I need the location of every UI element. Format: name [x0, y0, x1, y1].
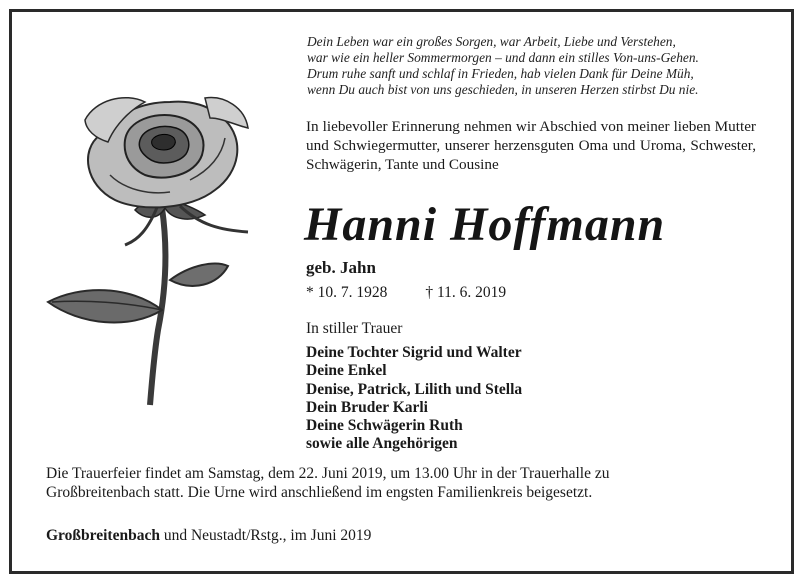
- mourner: Deine Tochter Sigrid und Walter: [306, 344, 522, 361]
- born-name: geb. Jahn: [306, 258, 376, 277]
- mourner: Dein Bruder Karli: [306, 398, 428, 416]
- birth-date: * 10. 7. 1928: [306, 284, 388, 301]
- poem-line: wenn Du auch bist von uns geschieden, in unseren Herzen stirbst Du nie.: [307, 82, 699, 97]
- funeral-line: Großbreitenbach statt. Die Urne wird anschließend im engsten Familienkreis beigesetzt.: [46, 484, 593, 501]
- poem-line: Drum ruhe sanft und schlaf in Frieden, hab vielen Dank für Deine Müh,: [307, 66, 694, 81]
- life-dates: [306, 284, 506, 302]
- poem-line: war wie ein heller Sommermorgen – und dann ein stilles Von-uns-Gehen.: [307, 50, 699, 65]
- funeral-line: Die Trauerfeier findet am Samstag, dem 22. Juni 2019, um 13.00 Uhr in der Trauerhalle zu: [46, 465, 610, 482]
- deceased-name: Hanni Hoffmann: [304, 198, 666, 251]
- place-rest: und Neustadt/Rstg., im Juni 2019: [159, 527, 372, 544]
- place-bold: Großbreitenbach: [46, 527, 160, 544]
- funeral-info: [46, 464, 746, 502]
- mourner: sowie alle Angehörigen: [306, 435, 458, 453]
- death-date: † 11. 6. 2019: [425, 284, 507, 301]
- mourner: Denise, Patrick, Lilith und Stella: [306, 380, 523, 398]
- mourner: Deine Schwägerin Ruth: [306, 417, 463, 435]
- mourners-list: [306, 344, 522, 454]
- place-and-date: [46, 527, 371, 545]
- poem-line: Dein Leben war ein großes Sorgen, war Arbeit, Liebe und Verstehen,: [307, 34, 676, 49]
- poem: [307, 34, 767, 98]
- rose-illustration: [40, 80, 280, 410]
- mourning-label: In stiller Trauer: [306, 320, 403, 337]
- intro-text: In liebevoller Erinnerung nehmen wir Abschied von meiner lieben Mutter und Schwiegermutter, unserer herzensguten Oma und Uroma, Schwester, Schwägerin, Tante und Cousine: [306, 118, 756, 173]
- mourner: Deine Enkel: [306, 362, 387, 380]
